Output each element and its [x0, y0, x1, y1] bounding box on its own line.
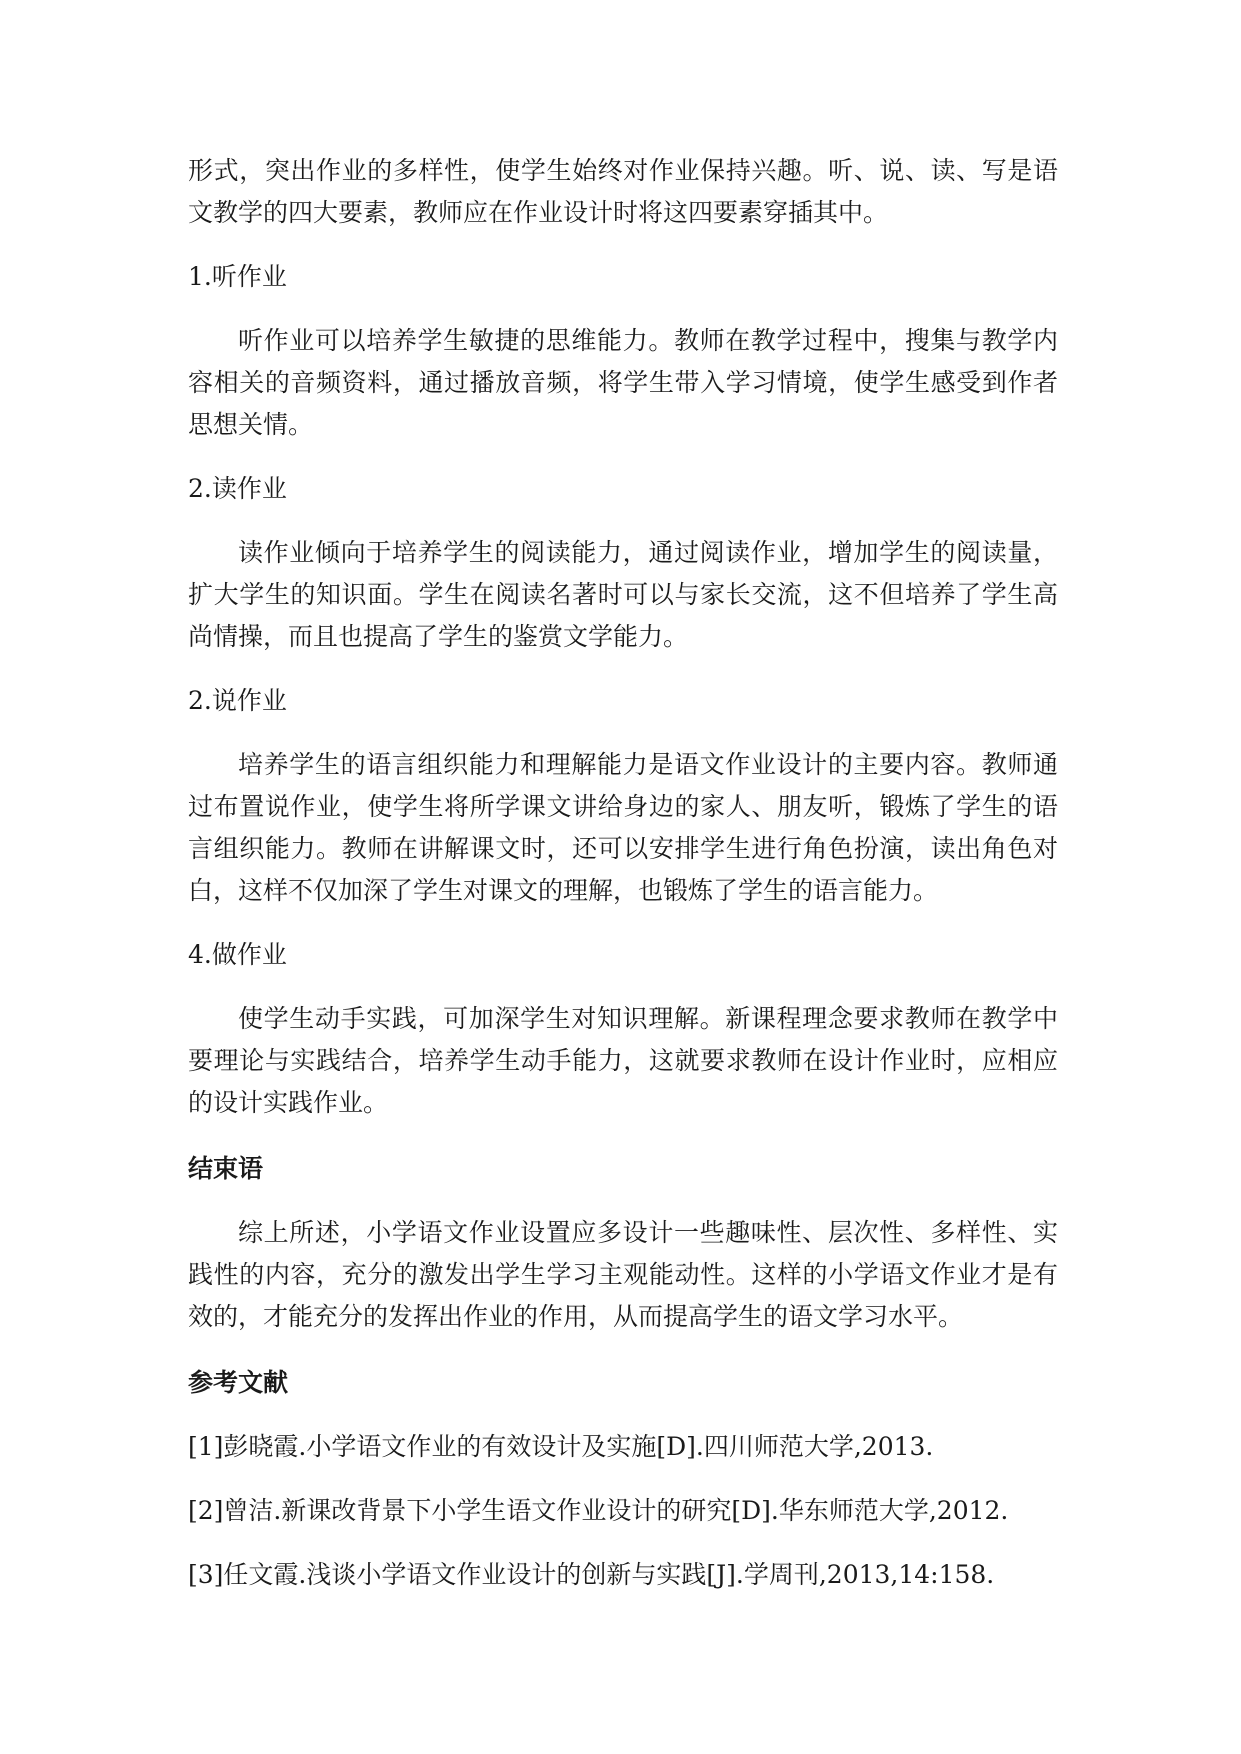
conclusion-body: 综上所述，小学语文作业设置应多设计一些趣味性、层次性、多样性、实践性的内容，充分的激发出学生学习主观能动性。这样的小学语文作业才是有效的，才能充分的发挥出作业的作用，从而提高学生的语文学习水平。 — [188, 1218, 1058, 1331]
reference-item: [1]彭晓霞.小学语文作业的有效设计及实施[D].四川师范大学,2013. — [188, 1432, 934, 1461]
section-title-listening: 1.听作业 — [188, 262, 287, 291]
section-title-reading: 2.读作业 — [188, 474, 287, 503]
reference-item: [3]任文霞.浅谈小学语文作业设计的创新与实践[J].学周刊,2013,14:158. — [188, 1560, 995, 1589]
section-body-doing: 使学生动手实践，可加深学生对知识理解。新课程理念要求教师在教学中要理论与实践结合，培养学生动手能力，这就要求教师在设计作业时，应相应的设计实践作业。 — [188, 1004, 1058, 1117]
references-heading: 参考文献 — [188, 1368, 289, 1397]
reference-item: [2]曾洁.新课改背景下小学生语文作业设计的研究[D].华东师范大学,2012. — [188, 1496, 1009, 1525]
section-body-listening: 听作业可以培养学生敏捷的思维能力。教师在教学过程中，搜集与教学内容相关的音频资料，通过播放音频，将学生带入学习情境，使学生感受到作者思想关情。 — [188, 326, 1058, 439]
conclusion-heading: 结束语 — [188, 1154, 264, 1183]
section-title-speaking: 2.说作业 — [188, 686, 287, 715]
section-body-speaking: 培养学生的语言组织能力和理解能力是语文作业设计的主要内容。教师通过布置说作业，使学生将所学课文讲给身边的家人、朋友听，锻炼了学生的语言组织能力。教师在讲解课文时，还可以安排学生进行角色扮演，读出角色对白，这样不仅加深了学生对课文的理解，也锻炼了学生的语言能力。 — [188, 750, 1058, 905]
section-title-doing: 4.做作业 — [188, 940, 287, 969]
section-body-reading: 读作业倾向于培养学生的阅读能力，通过阅读作业，增加学生的阅读量，扩大学生的知识面。学生在阅读名著时可以与家长交流，这不但培养了学生高尚情操，而且也提高了学生的鉴赏文学能力。 — [188, 538, 1058, 651]
intro-paragraph: 形式，突出作业的多样性，使学生始终对作业保持兴趣。听、说、读、写是语文教学的四大要素，教师应在作业设计时将这四要素穿插其中。 — [188, 156, 1058, 227]
document-page — [188, 150, 1058, 1596]
